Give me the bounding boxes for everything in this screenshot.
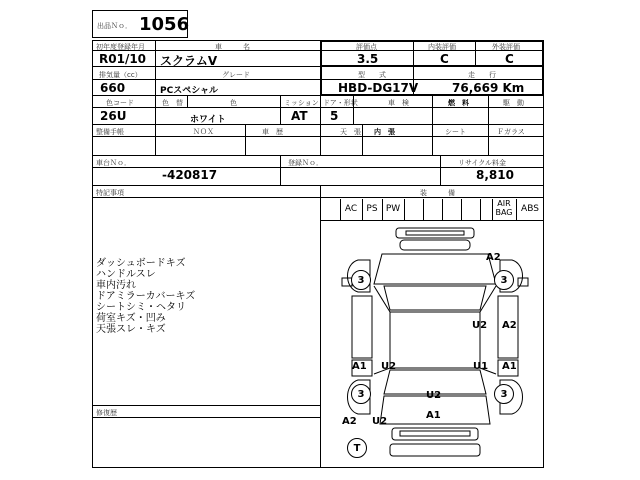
lot-label: 出品Ｎｏ．	[97, 22, 132, 30]
equipment-abs: ABS	[521, 204, 539, 214]
damage-u2-bottom: U2	[372, 416, 388, 427]
note-line: シートシミ・ヘタリ	[96, 302, 186, 313]
doors: 5	[330, 109, 339, 123]
drive-label: 駆 動	[503, 99, 524, 107]
recycle-label: リサイクル料金	[458, 159, 507, 167]
mileage-label: 走 行	[468, 71, 496, 79]
repair-history-label: 修復歴	[96, 409, 117, 417]
equipment-row	[340, 199, 544, 220]
note-line: ダッシュボードキズ	[96, 258, 186, 269]
color-code: 26U	[100, 109, 127, 123]
score: 3.5	[357, 52, 379, 66]
damage-circle-tire: T	[347, 438, 367, 458]
damage-u2-left: U2	[381, 361, 397, 372]
damage-u1-right: U1	[473, 361, 489, 372]
vehicle-diagram	[330, 224, 540, 464]
exterior-label: 外装評価	[492, 43, 520, 51]
grade: PCスペシャル	[160, 86, 219, 96]
equipment-ps: PS	[366, 204, 378, 214]
doors-label: ドア・形状	[323, 99, 358, 107]
damage-circle-front-left: 3	[351, 270, 371, 290]
lot-number: 1056	[139, 14, 190, 35]
damage-circle-front-right: 3	[494, 270, 514, 290]
interior-trim-label: 内 張	[374, 128, 395, 136]
equipment-ac: AC	[344, 204, 358, 214]
mission: AT	[291, 109, 308, 123]
interior-label: 内装評価	[428, 43, 456, 51]
damage-circle-rear-left: 3	[351, 384, 371, 404]
note-line: 天張スレ・キズ	[96, 324, 166, 335]
grade-label: グレード	[222, 71, 250, 79]
color-change-label: 色 替	[162, 99, 183, 107]
registration-label: 登録Ｎｏ．	[288, 159, 323, 167]
displacement-label: 排気量（cc）	[99, 71, 142, 79]
colorcode-label: 色コード	[106, 99, 134, 107]
notes-list	[96, 258, 195, 335]
note-line: 車内汚れ	[96, 280, 136, 291]
model-label: 型 式	[358, 71, 386, 79]
damage-circle-rear-right: 3	[494, 384, 514, 404]
notes-label: 特記事項	[96, 189, 124, 197]
sunroof-label: 天 張	[340, 128, 361, 136]
note-line: 荷室キズ・凹み	[96, 313, 166, 324]
equipment-label: 装 備	[420, 189, 455, 197]
damage-u2-right: U2	[472, 320, 488, 331]
car-name: スクラムV	[160, 54, 218, 68]
damage-a2-right: A2	[502, 320, 517, 331]
chassis-label: 車台Ｎｏ．	[96, 159, 131, 167]
equipment-pw: PW	[385, 204, 401, 214]
mileage: 76,669 Km	[452, 81, 525, 95]
seat-label: シート	[445, 128, 466, 136]
damage-a1-left: A1	[352, 361, 367, 372]
damage-a1-right: A1	[502, 361, 517, 372]
glass-label: Ｆガラス	[497, 128, 525, 136]
history-label: 車 歴	[262, 128, 283, 136]
first-registration: R01/10	[99, 52, 147, 66]
recycle-fee: 8,810	[476, 168, 514, 182]
color-label: 色	[230, 99, 237, 107]
mission-label: ミッション	[284, 99, 319, 107]
damage-a2-bottom: A2	[342, 416, 357, 427]
color: ホワイト	[190, 115, 226, 125]
car-label: 車 名	[215, 43, 250, 51]
year-label: 初年度登録年月	[96, 43, 145, 51]
interior-rating: C	[440, 52, 449, 66]
damage-u2-center: U2	[426, 390, 442, 401]
inspection-label: 車 検	[388, 99, 409, 107]
manual-label: 整備手帳	[96, 128, 124, 136]
model-code: HBD-DG17V	[338, 81, 419, 95]
chassis-number: -420817	[162, 168, 218, 182]
equipment-airbag: AIR BAG	[495, 199, 513, 217]
lot-number-box	[92, 10, 188, 38]
displacement: 660	[100, 81, 126, 95]
fuel-label: 燃 料	[448, 99, 469, 107]
exterior-rating: C	[505, 52, 514, 66]
score-label: 評価点	[356, 43, 377, 51]
note-line: ハンドルスレ	[96, 269, 156, 280]
damage-a1-center: A1	[426, 410, 441, 421]
damage-a2-front: A2	[486, 252, 501, 263]
note-line: ドアミラーカバーキズ	[96, 291, 196, 302]
nox-label: ＮＯＸ	[193, 128, 214, 136]
